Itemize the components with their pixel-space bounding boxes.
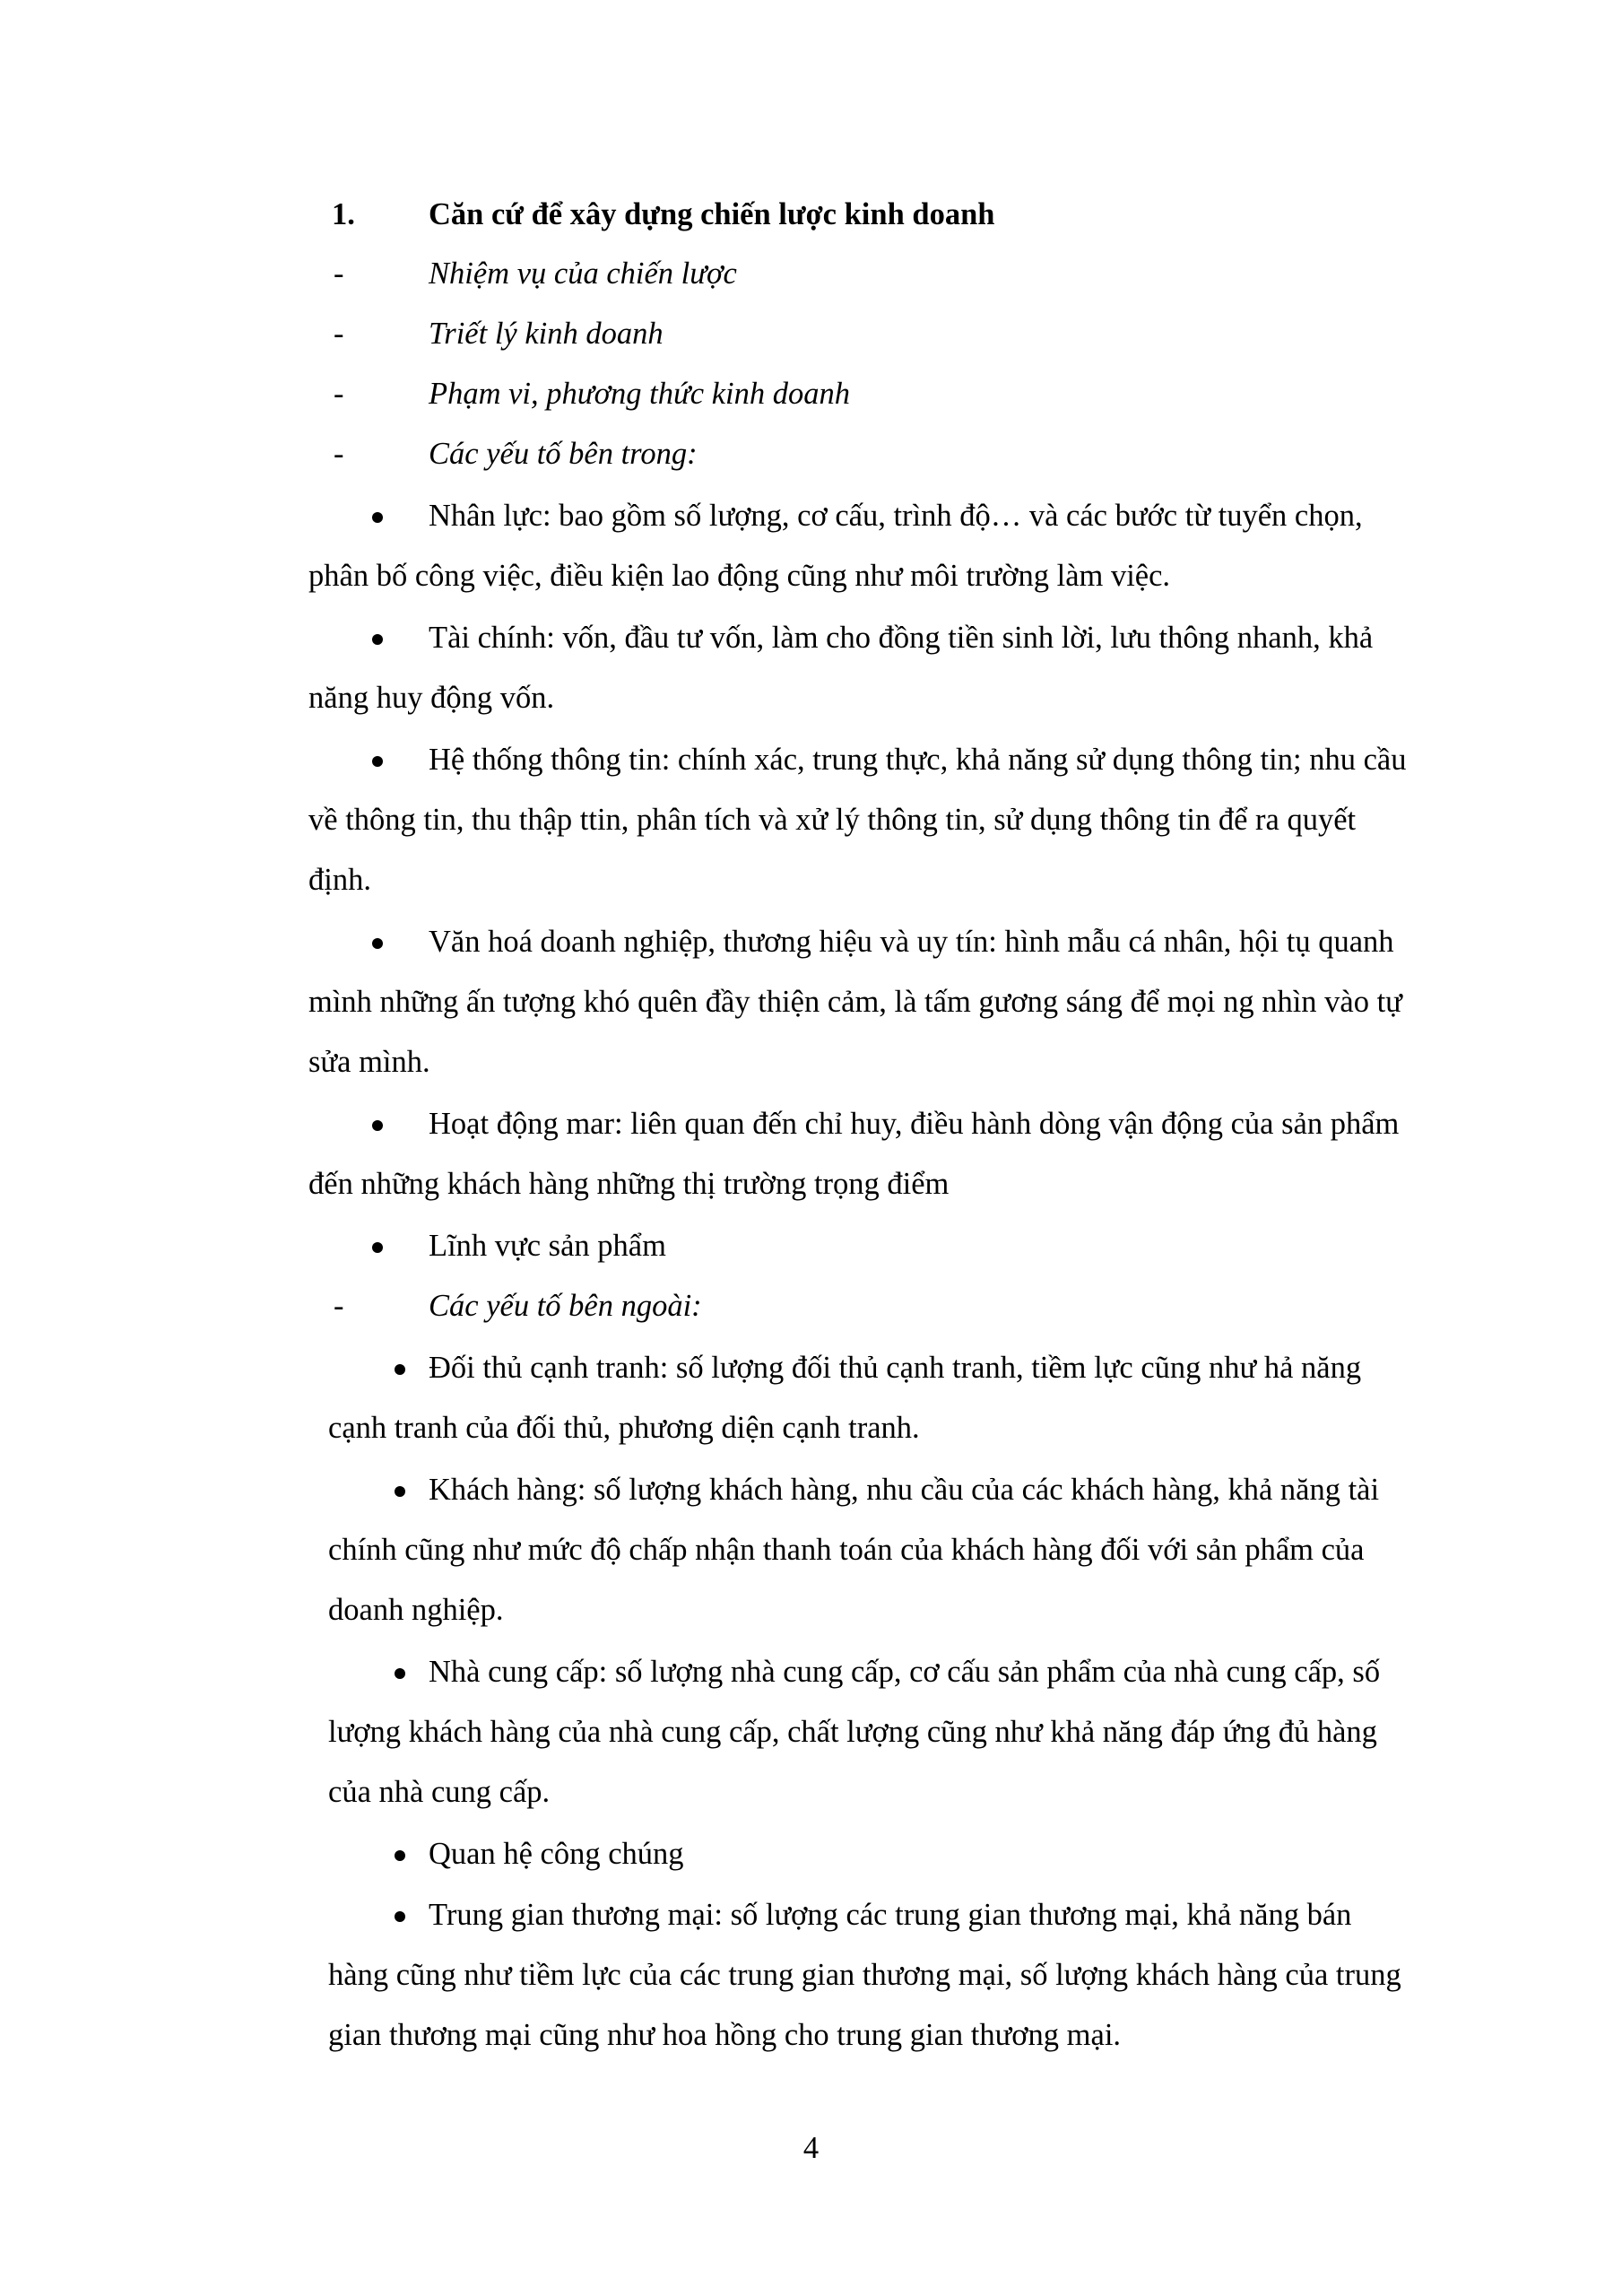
internal-item-text: Văn hoá doanh nghiệp, thương hiệu và uy tín: hình mẫu cá nhân, hội tụ quanh (429, 925, 1394, 959)
dash-marker: - (334, 437, 344, 471)
external-item-text: Nhà cung cấp: số lượng nhà cung cấp, cơ cấu sản phẩm của nhà cung cấp, số (429, 1655, 1381, 1689)
external-item-text: của nhà cung cấp. (328, 1775, 551, 1809)
internal-item-text: đến những khách hàng những thị trường trọng điểm (308, 1167, 950, 1201)
internal-item-text: Hoạt động mar: liên quan đến chỉ huy, điều hành dòng vận động của sản phẩm (429, 1107, 1400, 1141)
bullet-icon (372, 938, 383, 949)
external-item-text: chính cũng như mức độ chấp nhận thanh toán của khách hàng đối với sản phẩm của (328, 1533, 1365, 1567)
bullet-icon (395, 1486, 405, 1497)
section-number: 1. (332, 197, 355, 231)
external-item-text: lượng khách hàng của nhà cung cấp, chất lượng cũng như khả năng đáp ứng đủ hàng (328, 1715, 1377, 1749)
bullet-icon (395, 1668, 405, 1679)
dash-item-internal-factors: Các yếu tố bên trong: (429, 437, 698, 471)
dash-marker: - (334, 1289, 344, 1323)
external-item-text: cạnh tranh của đối thủ, phương diện cạnh tranh. (328, 1411, 920, 1445)
internal-item-text: Nhân lực: bao gồm số lượng, cơ cấu, trình độ… và các bước từ tuyển chọn, (429, 499, 1363, 533)
dash-marker: - (334, 377, 344, 411)
bullet-icon (395, 1911, 405, 1922)
bullet-icon (372, 634, 383, 645)
bullet-icon (372, 756, 383, 767)
external-item-text: hàng cũng như tiềm lực của các trung gian thương mại, số lượng khách hàng của trung (328, 1958, 1401, 1992)
bullet-icon (395, 1850, 405, 1861)
bullet-icon (395, 1364, 405, 1375)
external-item-text: Trung gian thương mại: số lượng các trung gian thương mại, khả năng bán (429, 1898, 1352, 1932)
internal-item-text: về thông tin, thu thập ttin, phân tích và xử lý thông tin, sử dụng thông tin để ra quyết (308, 803, 1357, 837)
dash-item-mission: Nhiệm vụ của chiến lược (429, 257, 737, 291)
dash-item-scope: Phạm vi, phương thức kinh doanh (429, 377, 850, 411)
internal-item-text: sửa mình. (308, 1045, 430, 1079)
bullet-icon (372, 512, 383, 523)
internal-item-text: năng huy động vốn. (308, 681, 555, 715)
bullet-icon (372, 1120, 383, 1131)
dash-marker: - (334, 317, 344, 351)
external-item-text: Quan hệ công chúng (429, 1837, 684, 1871)
internal-item-text: định. (308, 863, 371, 897)
bullet-icon (372, 1242, 383, 1253)
page-number: 4 (802, 2131, 820, 2165)
section-title: Căn cứ để xây dựng chiến lược kinh doanh (429, 197, 995, 231)
dash-item-philosophy: Triết lý kinh doanh (429, 317, 664, 351)
external-item-text: doanh nghiệp. (328, 1593, 504, 1627)
dash-item-external-factors: Các yếu tố bên ngoài: (429, 1289, 702, 1323)
external-item-text: Đối thủ cạnh tranh: số lượng đối thủ cạnh tranh, tiềm lực cũng như hả năng (429, 1351, 1362, 1385)
external-item-text: gian thương mại cũng như hoa hồng cho trung gian thương mại. (328, 2018, 1122, 2052)
internal-item-text: mình những ấn tượng khó quên đầy thiện cảm, là tấm gương sáng để mọi ng nhìn vào tự (308, 985, 1402, 1019)
external-item-text: Khách hàng: số lượng khách hàng, nhu cầu của các khách hàng, khả năng tài (429, 1473, 1380, 1507)
internal-item-text: phân bố công việc, điều kiện lao động cũng như môi trường làm việc. (308, 559, 1171, 593)
internal-item-text: Tài chính: vốn, đầu tư vốn, làm cho đồng tiền sinh lời, lưu thông nhanh, khả (429, 621, 1374, 655)
internal-item-text: Lĩnh vực sản phẩm (429, 1229, 666, 1263)
dash-marker: - (334, 257, 344, 291)
internal-item-text: Hệ thống thông tin: chính xác, trung thực, khả năng sử dụng thông tin; nhu cầu (429, 743, 1407, 777)
